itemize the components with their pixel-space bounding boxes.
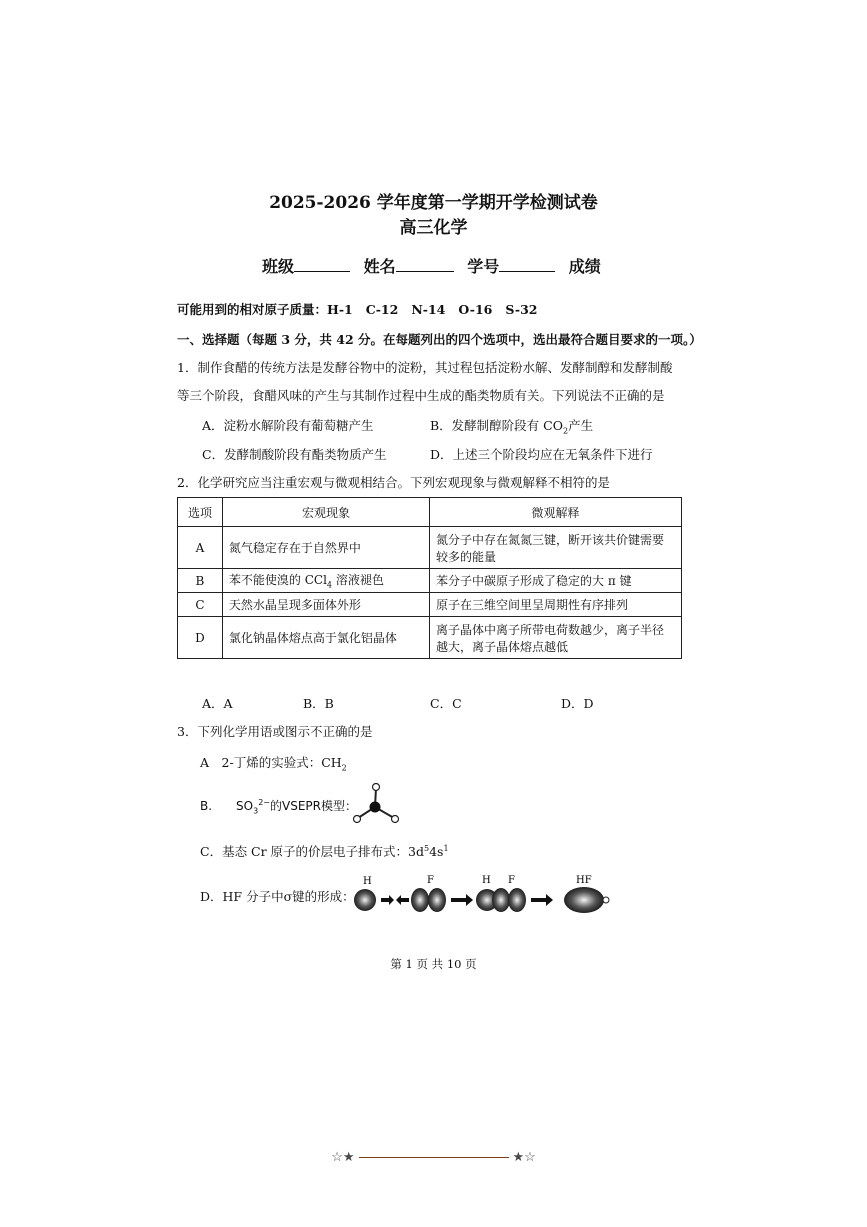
row-macro-sub: 4	[326, 580, 333, 590]
row-macro: 氯化钠晶体熔点高于氯化铝晶体	[222, 617, 429, 659]
hf-sigma-bond-diagram	[350, 872, 612, 916]
score-label: 成绩	[568, 257, 601, 276]
student-id-blank[interactable]	[499, 257, 555, 272]
label-f-1: F	[427, 875, 434, 886]
q2-answer-a[interactable]: A．A	[202, 696, 233, 711]
q3-option-a-text: A 2-丁烯的实验式：CH	[200, 755, 342, 770]
q1-option-b-sub: 2	[562, 426, 569, 436]
arrow-left-icon	[396, 895, 409, 905]
row-option: D	[178, 617, 223, 659]
q2-answer-d[interactable]: D．D	[561, 696, 594, 711]
q2-stem: 2．化学研究应当注重宏观与微观相结合。下列宏观现象与微观解释不相符的是	[177, 475, 610, 490]
row-option: A	[178, 527, 223, 569]
table-row	[178, 617, 682, 659]
q2-answer-b[interactable]: B．B	[303, 696, 334, 711]
q2-answer-c[interactable]: C．C	[430, 696, 462, 711]
table-header-option: 选项	[178, 498, 223, 527]
table-header-macro: 宏观现象	[222, 498, 429, 527]
q3-option-a-sub: 2	[341, 763, 347, 773]
student-info-row	[262, 254, 601, 277]
footer-ornament	[0, 1150, 867, 1165]
q1-option-c[interactable]: C．发酵制酸阶段有酯类物质产生	[202, 447, 387, 462]
exam-title: 2025-2026 学年度第一学期开学检测试卷	[269, 193, 598, 213]
atomic-masses-values: H-1 C-12 N-14 O-16 S-32	[327, 302, 538, 317]
row-macro	[222, 569, 429, 593]
row-macro-tail: 溶液褪色	[332, 573, 384, 588]
sigma-bond-icon	[564, 887, 604, 913]
q3-option-c-sup1: 5	[424, 843, 430, 853]
q1-stem-line2: 等三个阶段，食醋风味的产生与其制作过程中生成的酯类物质有关。下列说法不正确的是	[177, 388, 665, 403]
f-p-orbital-icon	[411, 888, 429, 912]
q3-option-c[interactable]	[200, 842, 449, 860]
q1-option-d[interactable]: D．上述三个阶段均应在无氧条件下进行	[430, 447, 653, 462]
q3-option-d[interactable]: D．HF 分子中σ键的形成：	[200, 889, 355, 904]
q1-option-b-text: B．发酵制醇阶段有 CO	[430, 418, 563, 433]
student-id-label: 学号	[467, 257, 500, 276]
q3-option-c-sup2: 1	[443, 843, 449, 853]
q1-option-b-tail: 产生	[568, 418, 594, 433]
q3-option-a[interactable]	[200, 753, 347, 773]
q3-stem: 3．下列化学用语或图示不正确的是	[177, 724, 373, 739]
q3-option-c-mid: 4s	[429, 844, 444, 859]
h-s-orbital-icon	[354, 889, 376, 911]
row-macro: 氮气稳定存在于自然界中	[222, 527, 429, 569]
label-h-1: H	[363, 876, 372, 887]
q3-option-b-tail: 的VSEPR模型：	[270, 799, 357, 813]
q2-table	[177, 497, 682, 659]
table-header-micro: 微观解释	[430, 498, 682, 527]
q3-option-b[interactable]	[200, 797, 357, 815]
table-row	[178, 593, 682, 617]
name-label: 姓名	[363, 257, 396, 276]
table-header-row	[178, 498, 682, 527]
page-number: 第 1 页 共 10 页	[390, 957, 477, 971]
row-option: B	[178, 569, 223, 593]
arrow-right-icon	[531, 894, 553, 906]
name-blank[interactable]	[396, 257, 454, 272]
label-hf: HF	[576, 875, 592, 886]
row-micro: 离子晶体中离子所带电荷数越少，离子半径越大，离子晶体熔点越低	[430, 617, 682, 659]
row-macro: 天然水晶呈现多面体外形	[222, 593, 429, 617]
table-row	[178, 569, 682, 593]
q3-option-c-text: C．基态 Cr 原子的价层电子排布式：3d	[200, 844, 425, 859]
atomic-masses	[177, 300, 537, 318]
row-micro: 原子在三维空间里呈周期性有序排列	[430, 593, 682, 617]
stars-right-icon: ★☆	[512, 1150, 536, 1165]
q3-option-b-sub: 3	[253, 806, 259, 816]
section-heading: 一、选择题（每题 3 分，共 42 分。在每题列出的四个选项中，选出最符合题目要求的一项。）	[177, 332, 702, 347]
label-f-2: F	[508, 875, 515, 886]
row-option: C	[178, 593, 223, 617]
q3-option-b-text: B. SO	[200, 799, 254, 813]
q1-stem-line1: 1．制作食醋的传统方法是发酵谷物中的淀粉，其过程包括淀粉水解、发酵制醇和发酵制酸	[177, 360, 673, 375]
row-micro: 苯分子中碳原子形成了稳定的大 π 键	[430, 569, 682, 593]
arrow-right-icon	[381, 895, 394, 905]
row-micro: 氮分子中存在氮氮三键，断开该共价键需要较多的能量	[430, 527, 682, 569]
arrow-right-icon	[451, 894, 473, 906]
q1-option-a[interactable]: A．淀粉水解阶段有葡萄糖产生	[202, 418, 374, 433]
q1-option-b[interactable]	[430, 416, 593, 436]
exam-subtitle: 高三化学	[399, 218, 468, 238]
stars-left-icon: ☆★	[331, 1150, 355, 1165]
class-label: 班级	[262, 257, 295, 276]
label-h-2: H	[482, 875, 491, 886]
ornament-divider	[359, 1157, 509, 1158]
table-row	[178, 527, 682, 569]
atomic-masses-label: 可能用到的相对原子质量：	[177, 302, 328, 317]
class-blank[interactable]	[294, 257, 350, 272]
vsepr-model-icon	[348, 780, 404, 828]
row-macro-text: 苯不能使溴的 CCl	[228, 573, 327, 588]
q3-option-b-sup: 2−	[258, 798, 271, 807]
